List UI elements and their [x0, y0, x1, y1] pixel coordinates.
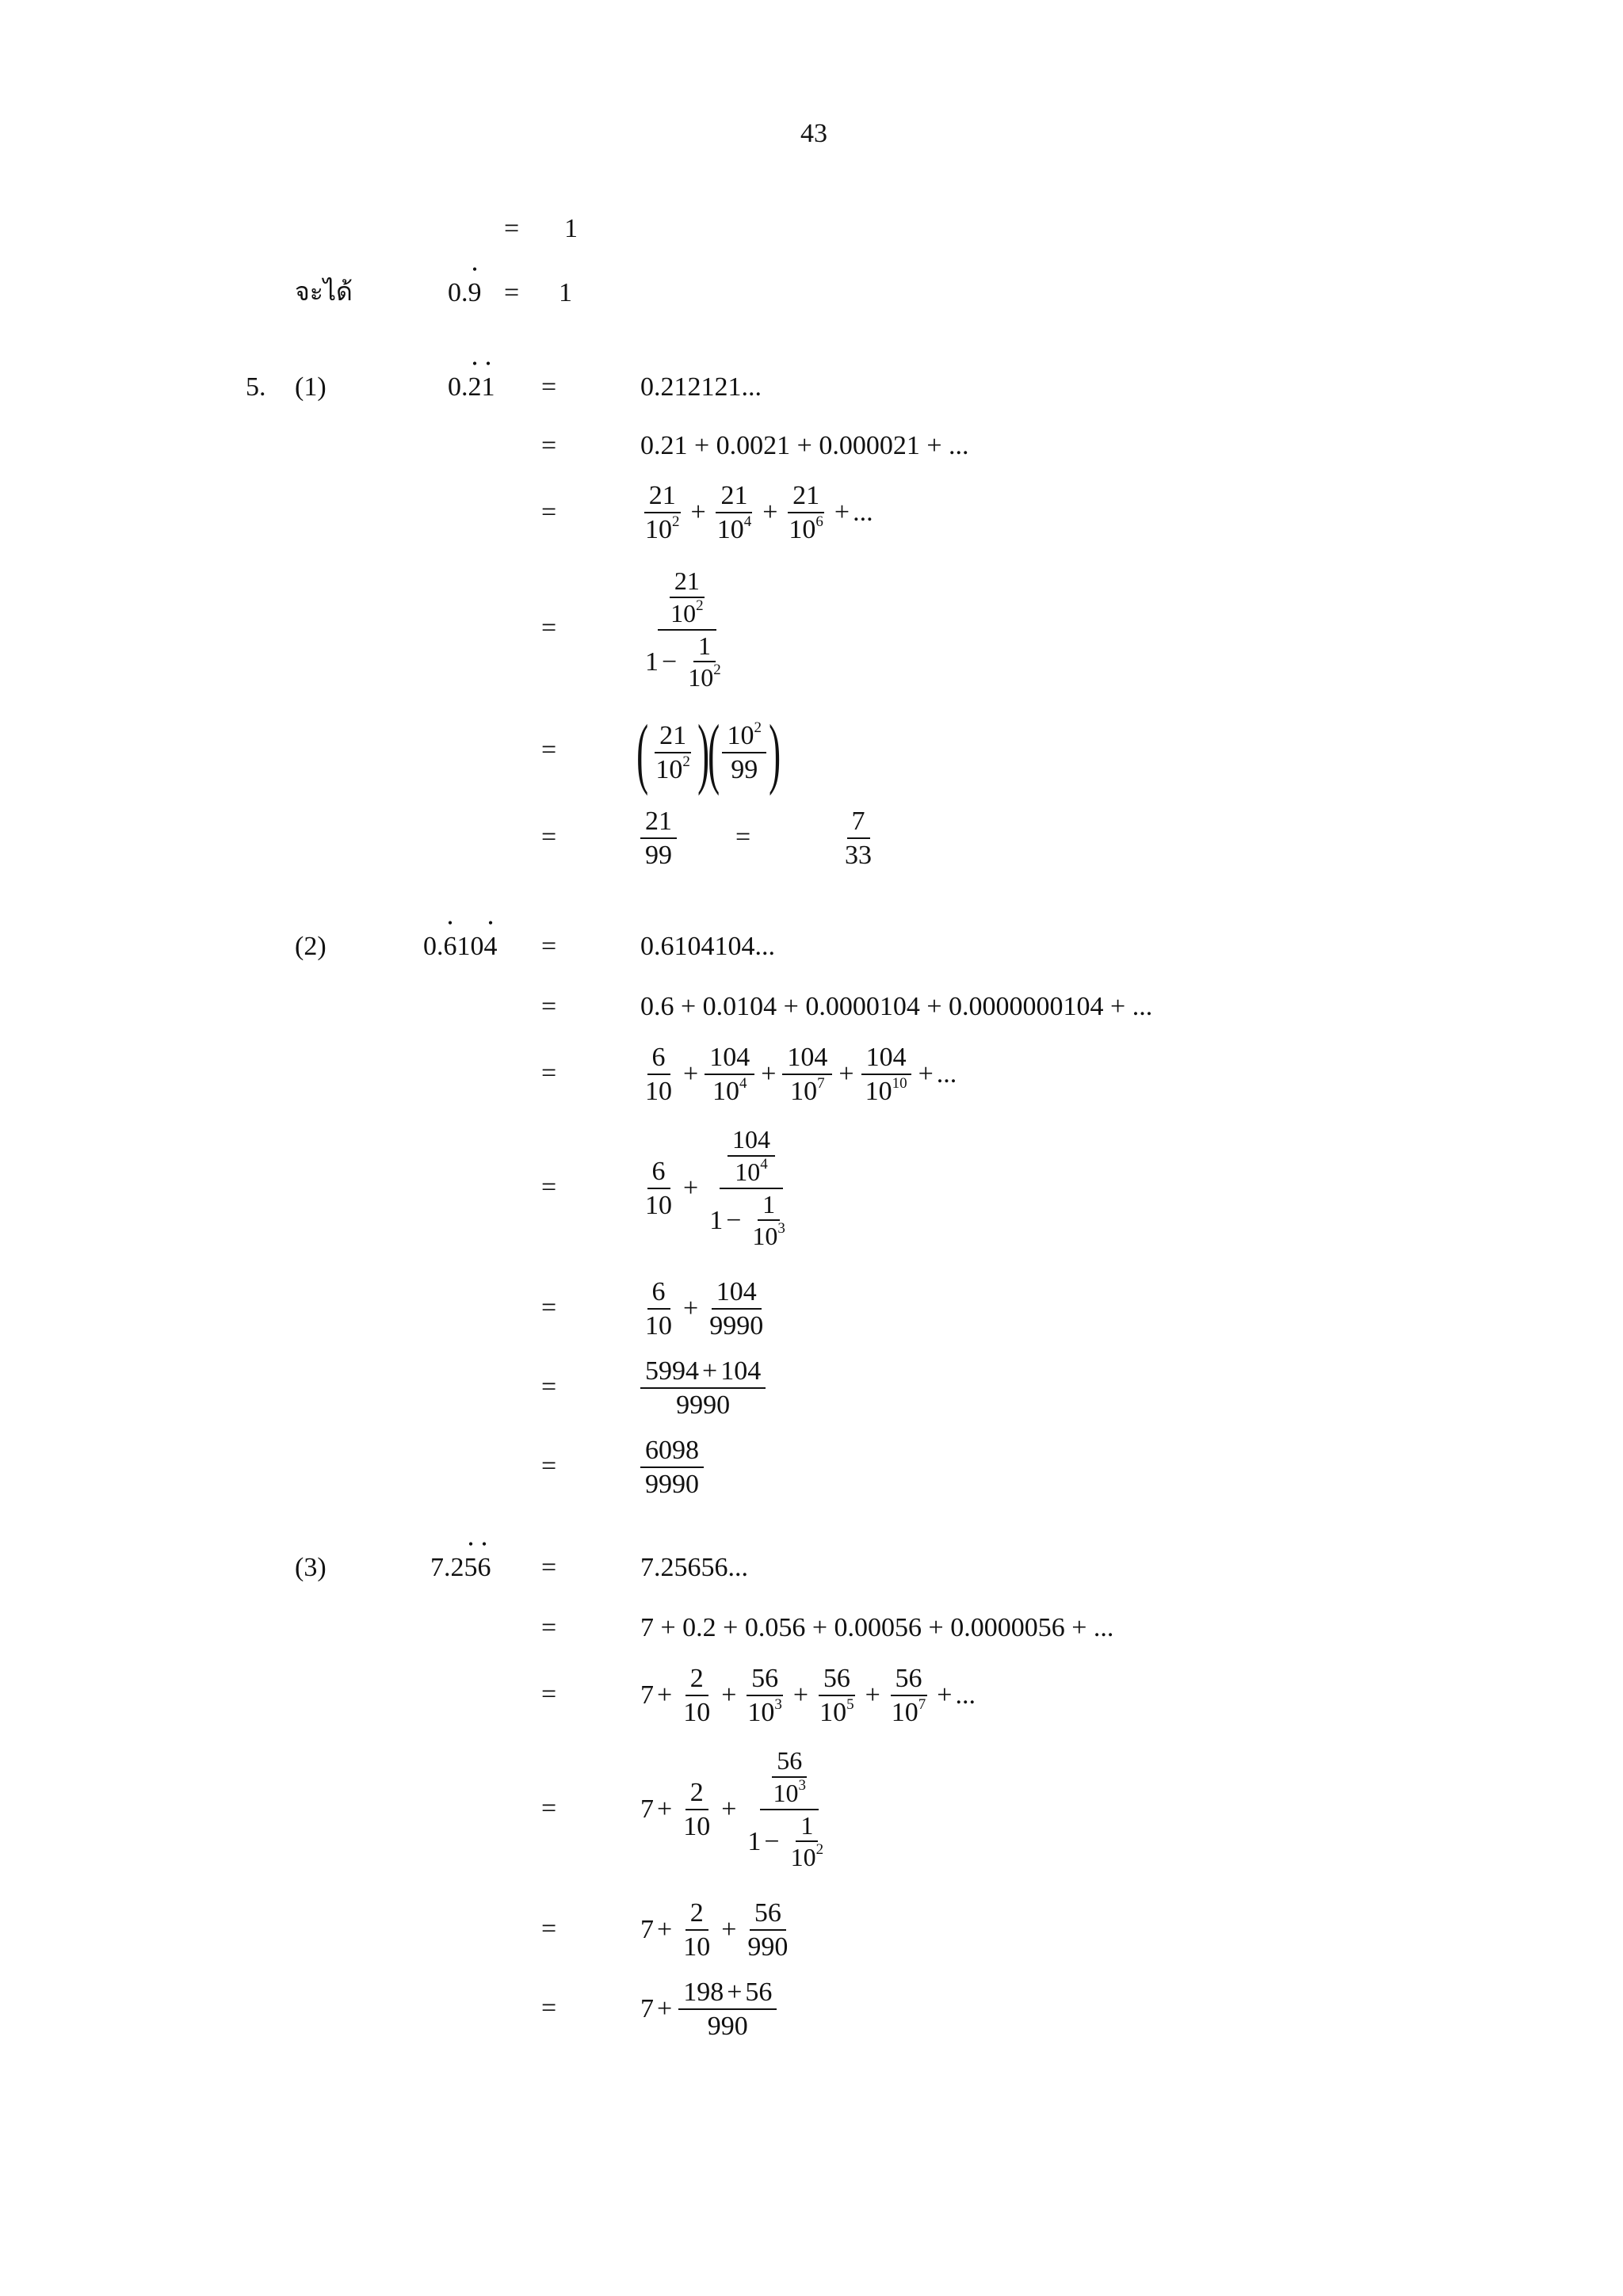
- plus-sign: +: [657, 1680, 673, 1710]
- plus-sign: +: [834, 498, 850, 527]
- geometric-sum: $\frac{6}{10}$ + $\frac{104}{10^4}$ 1 − $\frac{1}{10^3}$: [637, 1113, 801, 1264]
- paren-group: ( $\frac{10^2}{99}$ ): [708, 708, 781, 796]
- paren-group: ( $\frac{21}{10^2}$ ): [636, 708, 709, 796]
- plus-sign: +: [690, 498, 706, 527]
- part3-lhs: [430, 1554, 491, 1581]
- ellipsis: ...: [853, 498, 873, 527]
- equals-sign: =: [541, 1058, 557, 1088]
- result-fraction: $\frac{6098}{9990}$: [637, 1429, 707, 1505]
- equals-sign: =: [541, 932, 557, 961]
- lhs-head: 0.: [423, 932, 444, 961]
- part-label: (1): [295, 372, 327, 402]
- plus-sign: +: [721, 1794, 737, 1824]
- lhs-head: 0.: [448, 372, 468, 402]
- repeating-digit: • 9: [468, 280, 482, 307]
- equals-sign: =: [541, 1993, 557, 2023]
- simplified-sum: 7 + $\frac{2}{10}$ + $\frac{56}{990}$: [640, 1897, 789, 1962]
- lhs-head: 0.: [448, 278, 468, 307]
- plus-sign: +: [762, 498, 778, 527]
- fraction-series: 7 + $\frac{2}{10}$ + $\frac{56}{10^3}$ + $\frac{56}{10^5}$ + $\frac{56}{10^7}$ + ...: [640, 1663, 976, 1727]
- equals-sign: =: [541, 372, 557, 402]
- equals-sign: =: [541, 735, 557, 765]
- ellipsis: ...: [936, 1059, 957, 1089]
- product: [637, 709, 780, 796]
- equals-sign: =: [541, 1613, 557, 1642]
- repeating-digit: • 6: [478, 1554, 491, 1581]
- expansion: 7.25656...: [640, 1553, 748, 1582]
- intro-lhs: [448, 280, 482, 307]
- lhs-mid: 10: [456, 932, 484, 961]
- fraction-series: $\frac{6}{10}$ + $\frac{104}{10^4}$ + $\frac{104}{10^7}$ + $\frac{104}{10^{10}}$ + ...: [645, 1042, 957, 1106]
- intro-result: 1: [559, 278, 572, 307]
- series-sum: 0.21 + 0.0021 + 0.000021 + ...: [640, 431, 969, 460]
- compound-fraction: $\frac{104}{10^4}$ 1 − $\frac{1}{10^3}$: [709, 1125, 785, 1251]
- part-label: (2): [295, 932, 327, 961]
- equals-sign: =: [504, 214, 520, 243]
- plus-sign: +: [838, 1059, 854, 1089]
- equals-sign: =: [735, 822, 751, 852]
- thai-label: จะได้: [295, 277, 353, 307]
- equals-sign: =: [541, 498, 557, 527]
- plus-sign: +: [721, 1680, 737, 1710]
- equals-sign: =: [541, 1173, 557, 1202]
- equals-sign: =: [541, 1372, 557, 1402]
- equals-sign: =: [541, 613, 557, 643]
- part2-lhs: [423, 933, 498, 960]
- equals-sign: =: [541, 1553, 557, 1582]
- repeating-digit: • 1: [482, 374, 495, 401]
- combined-fraction: $\frac{5994 + 104}{9990}$: [637, 1350, 769, 1426]
- plus-sign: +: [761, 1059, 777, 1089]
- equals-sign: =: [541, 431, 557, 460]
- plus-sign: +: [721, 1915, 737, 1944]
- plus-sign: +: [683, 1059, 699, 1089]
- geometric-sum: 7 + $\frac{2}{10}$ + $\frac{56}{10^3}$ 1 − $\frac{1}{10^2}$: [640, 1733, 839, 1886]
- fraction-series: [637, 477, 873, 548]
- simplified-sum: $\frac{6}{10}$ + $\frac{104}{9990}$: [645, 1276, 764, 1341]
- page-number: 43: [800, 119, 827, 148]
- plus-sign: +: [683, 1294, 699, 1323]
- plus-sign: +: [918, 1059, 934, 1089]
- plus-sign: +: [657, 1915, 673, 1944]
- equals-sign: =: [541, 1914, 557, 1943]
- lhs-head: 7.2: [430, 1553, 464, 1582]
- final-fraction: $\frac{7}{33}$: [845, 806, 872, 870]
- equals-sign: =: [541, 1451, 557, 1481]
- part1-lhs: [448, 374, 495, 401]
- plus-sign: +: [657, 1794, 673, 1824]
- expansion: 0.212121...: [640, 372, 762, 402]
- intro-value: 1: [564, 214, 578, 243]
- plus-sign: +: [865, 1680, 880, 1710]
- combined-fraction: 7 + $\frac{198 + 56}{990}$: [640, 1971, 780, 2047]
- compound-fraction: $\frac{21}{10^2}$ 1 − $\frac{1}{10^2}$: [645, 566, 721, 692]
- repeating-digit: • 6: [444, 933, 457, 960]
- ellipsis: ...: [955, 1680, 976, 1710]
- fraction: $\frac{21}{10^2}$: [645, 480, 680, 544]
- repeating-digit: • 5: [464, 1554, 478, 1581]
- equals-sign: =: [504, 278, 520, 307]
- equals-sign: =: [541, 1794, 557, 1823]
- problem-number: 5.: [246, 372, 266, 402]
- expansion: 0.6104104...: [640, 932, 775, 961]
- geometric-sum: [637, 555, 737, 705]
- plus-sign: +: [937, 1680, 953, 1710]
- fraction: $\frac{21}{10^4}$: [716, 480, 752, 544]
- equals-sign: =: [541, 1680, 557, 1709]
- plus-sign: +: [657, 1994, 673, 2023]
- series-sum: 7 + 0.2 + 0.056 + 0.00056 + 0.0000056 + ...: [640, 1613, 1114, 1642]
- result-fraction: $\frac{21}{99}$: [637, 800, 680, 876]
- equals-sign: =: [541, 1293, 557, 1322]
- series-sum: 0.6 + 0.0104 + 0.0000104 + 0.0000000104 + ...: [640, 992, 1153, 1021]
- fraction: $\frac{21}{10^6}$: [789, 480, 823, 544]
- part-label: (3): [295, 1553, 327, 1582]
- equals-sign: =: [541, 822, 557, 852]
- repeating-digit: • 4: [484, 933, 498, 960]
- plus-sign: +: [683, 1173, 699, 1203]
- plus-sign: +: [792, 1680, 809, 1710]
- equals-sign: =: [541, 992, 557, 1021]
- repeating-digit: • 2: [468, 374, 482, 401]
- compound-fraction: $\frac{56}{10^3}$ 1 − $\frac{1}{10^2}$: [747, 1746, 824, 1872]
